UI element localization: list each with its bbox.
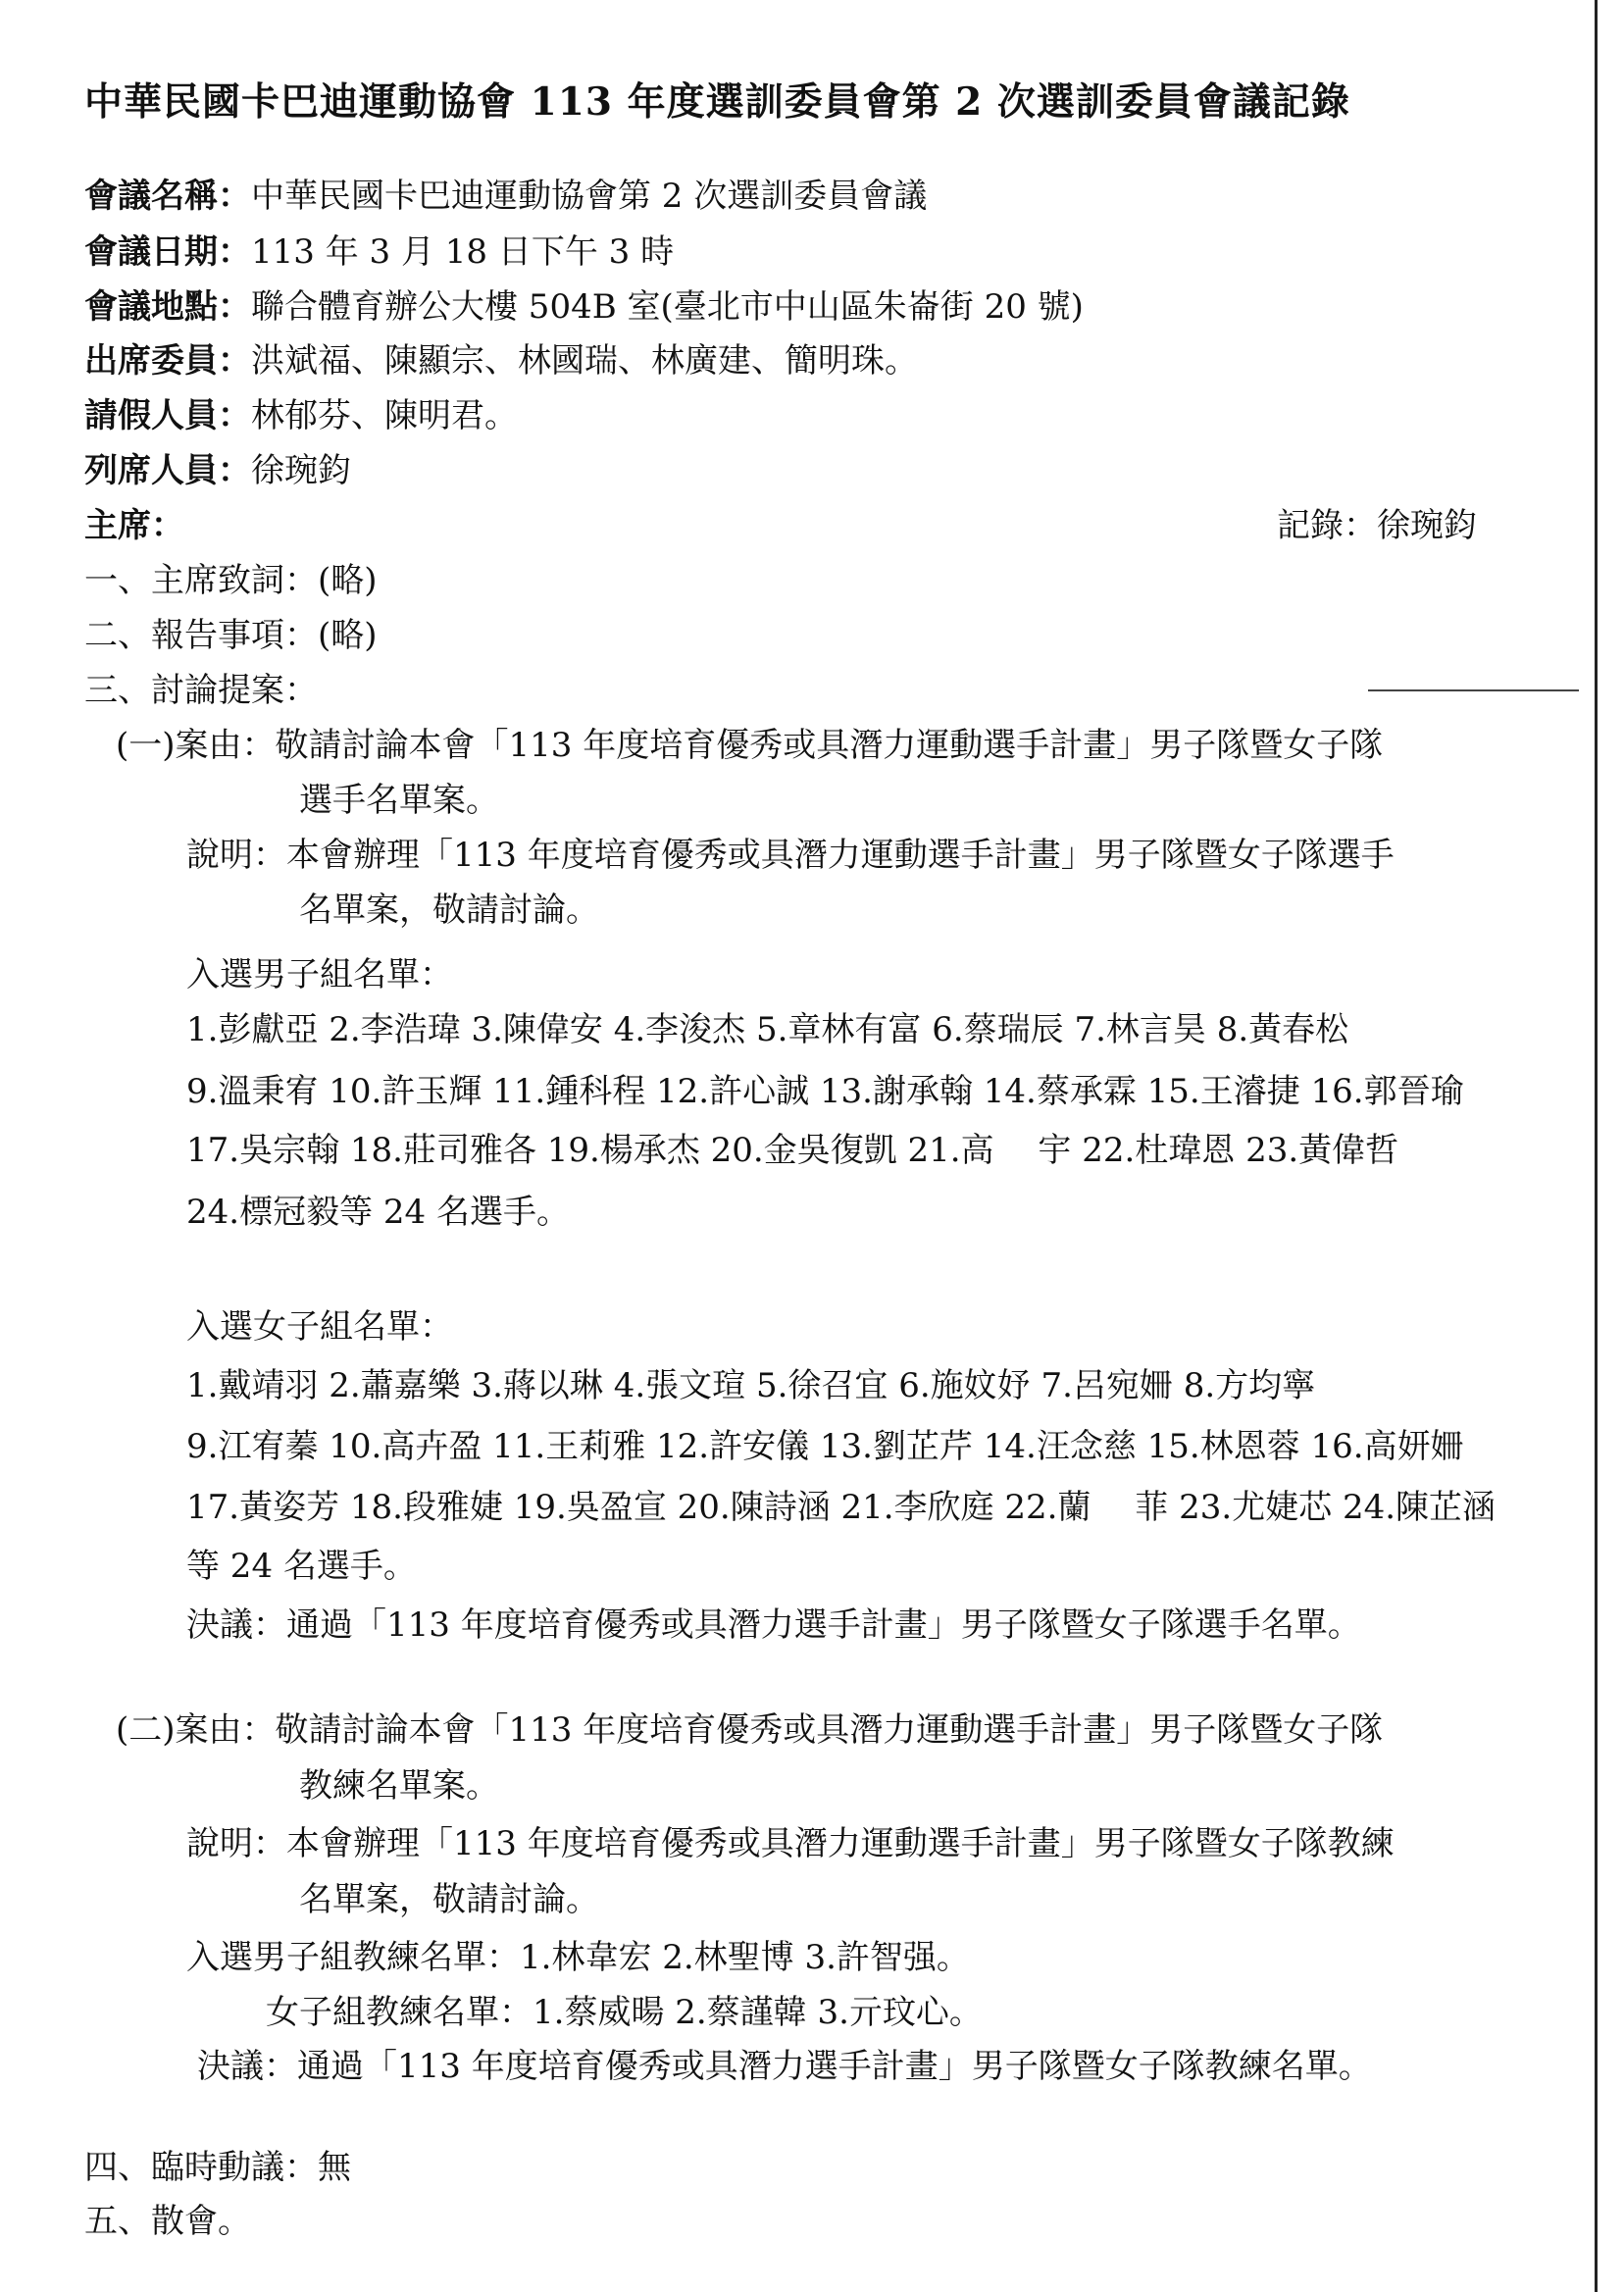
women-list-line-2: 9.江宥蓁 10.高卉盈 11.王莉雅 12.許安儀 13.劉芷芹 14.汪念慈 15.林恩蓉 16.高妍姍 — [186, 1427, 1464, 1466]
section-discussion: 三、討論提案： — [84, 671, 318, 710]
observers: 徐琬鈞 — [251, 451, 351, 490]
section-extempore-motions: 四、臨時動議：無 — [84, 2148, 351, 2187]
meeting-name: 中華民國卡巴迪運動協會第 2 次選訓委員會議 — [251, 177, 928, 216]
recorder: 記錄：徐琬鈞 — [1277, 506, 1477, 545]
observers-label: 列席人員： — [84, 451, 251, 490]
attendees-row — [84, 341, 918, 381]
meeting-place-label: 會議地點： — [84, 287, 251, 327]
men-list-line-3: 17.吳宗翰 18.莊司雅各 19.楊承杰 20.金吳復凱 21.高 宇 22.杜瑋恩 23.黃偉哲 — [186, 1131, 1399, 1170]
meeting-date-label: 會議日期： — [84, 232, 251, 272]
women-list-line-3: 17.黃姿芳 18.段雅婕 19.吳盈宣 20.陳詩涵 21.李欣庭 22.蘭 菲 23.尤婕芯 24.陳芷涵 — [186, 1488, 1497, 1527]
meeting-date-row — [84, 232, 674, 272]
leave-label: 請假人員： — [84, 396, 251, 435]
scan-edge-line — [1595, 0, 1598, 2292]
meeting-place-row — [84, 287, 1084, 327]
observers-row — [84, 451, 351, 490]
proposal2-resolution: 決議：通過「113 年度培育優秀或具潛力選手計畫」男子隊暨女子隊教練名單。 — [197, 2047, 1372, 2086]
proposal1-case-cont: 選手名單案。 — [299, 781, 499, 820]
meeting-name-row — [84, 177, 927, 216]
proposal2-case: (二)案由：敬請討論本會「113 年度培育優秀或具潛力運動選手計畫」男子隊暨女子隊 — [116, 1710, 1384, 1750]
meeting-place: 聯合體育辦公大樓 504B 室(臺北市中山區朱崙街 20 號) — [251, 287, 1084, 327]
women-list-label: 入選女子組名單： — [186, 1307, 453, 1347]
proposal1-resolution: 決議：通過「113 年度培育優秀或具潛力選手計畫」男子隊暨女子隊選手名單。 — [186, 1605, 1361, 1645]
women-coaches: 女子組教練名單：1.蔡威暘 2.蔡謹韓 3.亓玟心。 — [266, 1993, 983, 2032]
section-adjourn: 五、散會。 — [84, 2202, 251, 2241]
margin-rule — [1368, 689, 1579, 691]
proposal2-case-cont: 教練名單案。 — [299, 1766, 499, 1806]
section-opening-remarks: 一、主席致詞：(略) — [84, 561, 378, 600]
women-list-line-1: 1.戴靖羽 2.蕭嘉樂 3.蔣以琳 4.張文瑄 5.徐召宜 6.施妏妤 7.呂宛姍 8.方均寧 — [186, 1366, 1316, 1405]
chair-label: 主席： — [84, 506, 184, 545]
proposal1-desc: 說明：本會辦理「113 年度培育優秀或具潛力運動選手計畫」男子隊暨女子隊選手 — [186, 836, 1395, 875]
men-list-line-4: 24.標冠毅等 24 名選手。 — [186, 1193, 570, 1232]
proposal1-desc-cont: 名單案，敬請討論。 — [299, 891, 599, 930]
leave-row — [84, 396, 518, 435]
men-list-label: 入選男子組名單： — [186, 955, 453, 994]
women-list-line-4: 等 24 名選手。 — [186, 1547, 417, 1586]
men-list-line-2: 9.溫秉宥 10.許玉輝 11.鍾科程 12.許心誠 13.謝承翰 14.蔡承霖 15.王濬捷 16.郭晉瑜 — [186, 1072, 1464, 1111]
meeting-name-label: 會議名稱： — [84, 177, 251, 216]
leave-list: 林郁芬、陳明君。 — [251, 396, 518, 435]
attendees-label: 出席委員： — [84, 341, 251, 381]
men-list-line-1: 1.彭獻亞 2.李浩瑋 3.陳偉安 4.李浚杰 5.章林有富 6.蔡瑞辰 7.林言昊 8.黃春松 — [186, 1010, 1349, 1049]
proposal2-desc-cont: 名單案，敬請討論。 — [299, 1880, 599, 1919]
attendees: 洪斌福、陳顯宗、林國瑞、林廣建、簡明珠。 — [251, 341, 918, 381]
meeting-date: 113 年 3 月 18 日下午 3 時 — [251, 232, 675, 272]
proposal2-desc: 說明：本會辦理「113 年度培育優秀或具潛力運動選手計畫」男子隊暨女子隊教練 — [186, 1824, 1395, 1863]
proposal1-case: (一)案由：敬請討論本會「113 年度培育優秀或具潛力運動選手計畫」男子隊暨女子隊 — [116, 726, 1384, 765]
section-report: 二、報告事項：(略) — [84, 616, 378, 655]
document-title: 中華民國卡巴迪運動協會 113 年度選訓委員會第 2 次選訓委員會議記錄 — [84, 79, 1350, 125]
men-coaches: 入選男子組教練名單：1.林韋宏 2.林聖博 3.許智强。 — [186, 1938, 970, 1977]
